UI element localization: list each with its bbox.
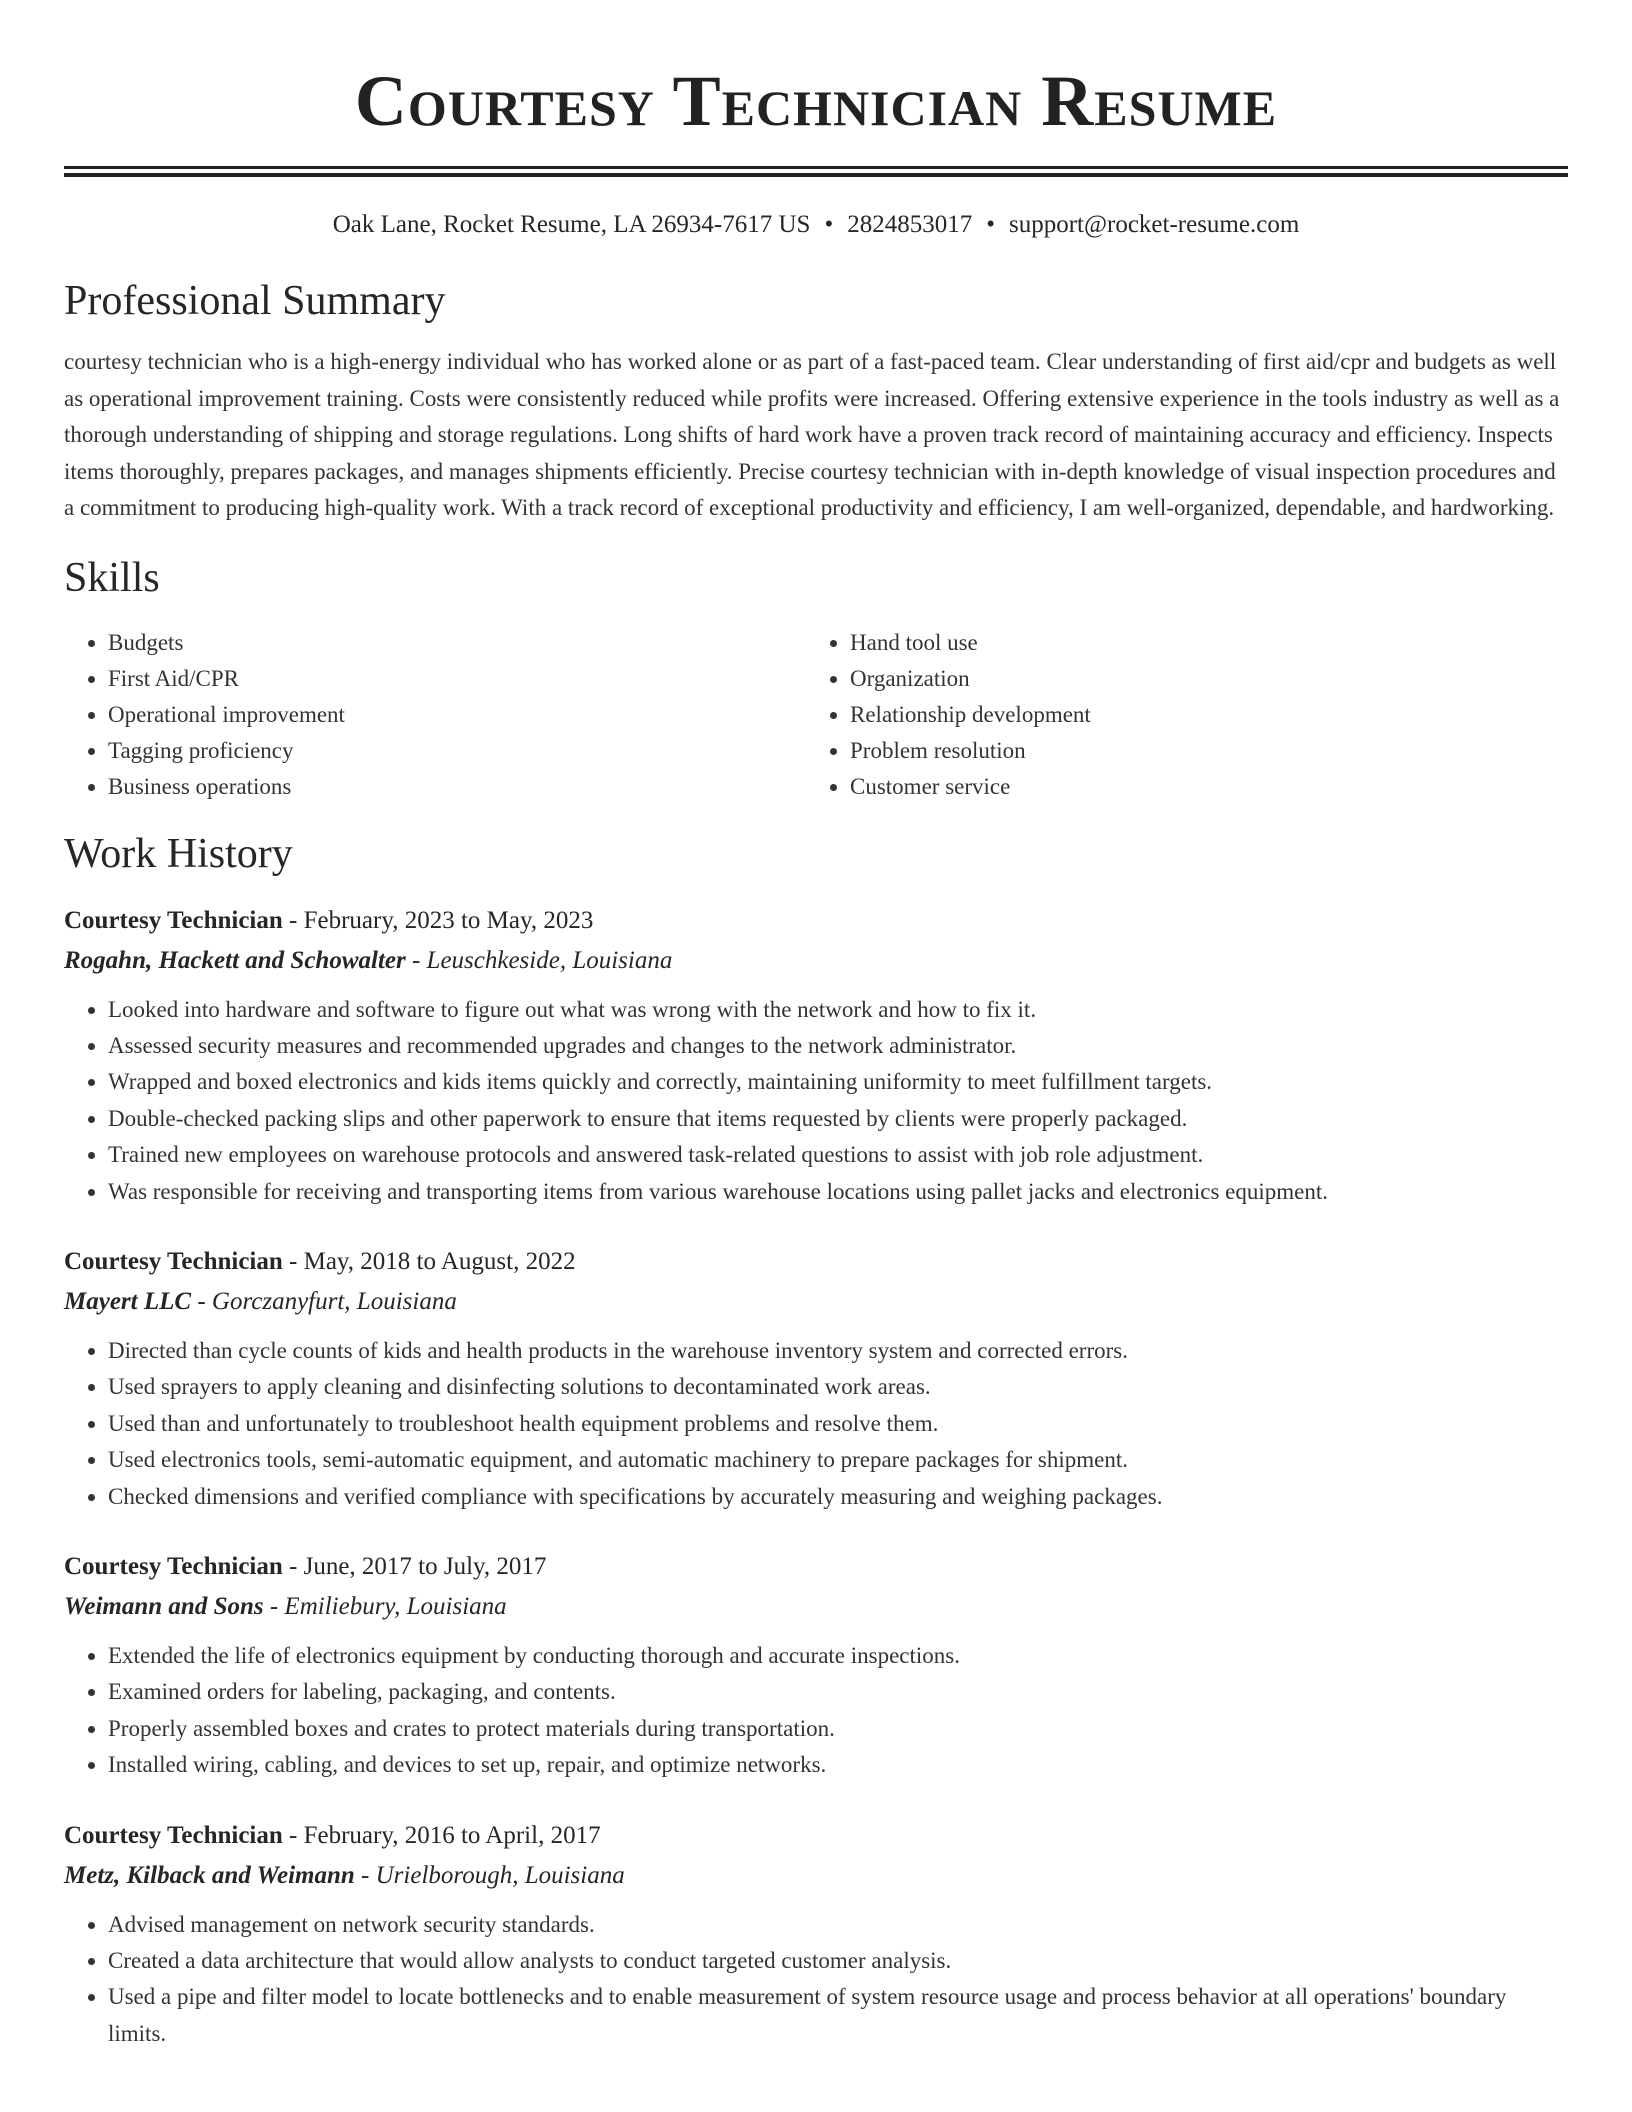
- job-employer-line: [64, 941, 1568, 981]
- job-dates: - February, 2016 to April, 2017: [282, 1821, 601, 1849]
- duty-item: • Properly assembled boxes and crates to protect materials during transportation.: [108, 1711, 1568, 1747]
- work-history-heading: Work History: [64, 830, 293, 877]
- summary-heading: Professional Summary: [64, 278, 446, 324]
- duty-item: • Used sprayers to apply cleaning and disinfecting solutions to decontaminated work areas.: [108, 1369, 1568, 1405]
- job-duties: [64, 992, 1568, 1210]
- job-title-line: [64, 1816, 1568, 1856]
- contact-email: support@rocket-resume.com: [1008, 211, 1300, 238]
- job-title-line: [64, 1547, 1568, 1587]
- duty-item: • Extended the life of electronics equipment by conducting thorough and accurate inspections.: [108, 1638, 1568, 1674]
- duty-item: • Installed wiring, cabling, and devices to set up, repair, and optimize networks.: [108, 1747, 1568, 1783]
- skills-heading: Skills: [64, 554, 160, 601]
- resume-title: Courtesy Technician Resume: [354, 61, 1278, 141]
- skill-item: • Budgets: [108, 625, 806, 661]
- skill-item: • Business operations: [108, 769, 806, 805]
- duty-item: • Used than and unfortunately to troubleshoot health equipment problems and resolve them.: [108, 1406, 1568, 1442]
- job-duties: [64, 1907, 1568, 2053]
- duty-item: • Examined orders for labeling, packaging, and contents.: [108, 1674, 1568, 1710]
- contact-separator: •: [824, 211, 834, 238]
- job-duties: [64, 1638, 1568, 1784]
- job-position: Courtesy Technician: [64, 906, 283, 934]
- contact-line: [64, 210, 1568, 240]
- job-employer-line: [64, 1856, 1568, 1896]
- contact-separator: •: [986, 211, 995, 238]
- job-entry: [64, 1547, 1568, 1784]
- duty-item: • Used a pipe and filter model to locate bottlenecks and to enable measurement of system resource usage and process behavior at all operations' boundary limits.: [108, 1979, 1568, 2052]
- job-title-line: [64, 1242, 1568, 1282]
- job-location: - Urielborough, Louisiana: [354, 1861, 625, 1889]
- job-entry: [64, 901, 1568, 1210]
- duty-item: • Trained new employees on warehouse protocols and answered task-related questions to assist with job role adjustment.: [108, 1137, 1568, 1173]
- skill-item: • Hand tool use: [850, 625, 1568, 661]
- skill-item: • Operational improvement: [108, 697, 806, 733]
- job-location: - Emiliebury, Louisiana: [263, 1592, 507, 1620]
- duty-item: • Looked into hardware and software to figure out what was wrong with the network and how to fix it.: [108, 992, 1568, 1028]
- duty-item: • Checked dimensions and verified compliance with specifications by accurately measuring and weighing packages.: [108, 1479, 1568, 1515]
- job-entry: [64, 1242, 1568, 1515]
- skills-list-left: [64, 625, 806, 805]
- job-dates: - June, 2017 to July, 2017: [282, 1552, 547, 1580]
- job-entry: [64, 1816, 1568, 2053]
- job-employer: Mayert LLC: [64, 1287, 192, 1315]
- job-title-line: [64, 901, 1568, 941]
- duty-item: • Created a data architecture that would allow analysts to conduct targeted customer analysis.: [108, 1943, 1568, 1979]
- skill-item: • Tagging proficiency: [108, 733, 806, 769]
- skills-columns: [64, 625, 1568, 805]
- contact-phone: 2824853017: [847, 211, 973, 238]
- job-employer-line: [64, 1587, 1568, 1627]
- duty-item: • Advised management on network security standards.: [108, 1907, 1568, 1943]
- duty-item: • Wrapped and boxed electronics and kids items quickly and correctly, maintaining uniformity to meet fulfillment targets.: [108, 1064, 1568, 1100]
- job-duties: [64, 1333, 1568, 1515]
- job-location: - Gorczanyfurt, Louisiana: [191, 1287, 457, 1315]
- duty-item: • Used electronics tools, semi-automatic equipment, and automatic machinery to prepare packages for shipment.: [108, 1442, 1568, 1478]
- job-employer: Metz, Kilback and Weimann: [64, 1861, 355, 1889]
- skill-item: • Problem resolution: [850, 733, 1568, 769]
- skill-item: • Customer service: [850, 769, 1568, 805]
- contact-address: Oak Lane, Rocket Resume, LA 26934-7617 US: [332, 211, 811, 238]
- skill-item: • First Aid/CPR: [108, 661, 806, 697]
- job-dates: - May, 2018 to August, 2022: [282, 1247, 576, 1275]
- job-employer-line: [64, 1282, 1568, 1322]
- skill-item: • Organization: [850, 661, 1568, 697]
- duty-item: • Assessed security measures and recommended upgrades and changes to the network administrator.: [108, 1028, 1568, 1064]
- duty-item: • Directed than cycle counts of kids and health products in the warehouse inventory system and corrected errors.: [108, 1333, 1568, 1369]
- job-position: Courtesy Technician: [64, 1552, 283, 1580]
- summary-text: courtesy technician who is a high-energy individual who has worked alone or as part of a fast-paced team. Clear understanding of first aid/cpr and budgets as well as operational improvement training. Costs were consistently reduced while profits were increased. Offering extensive experience in the tools industry as well as a thorough understanding of shipping and storage regulations. Long shifts of hard work have a proven track record of maintaining accuracy and efficiency. Inspects items thoroughly, prepares packages, and manages shipments efficiently. Precise courtesy technician with in-depth knowledge of visual inspection procedures and a commitment to producing high-quality work. With a track record of exceptional productivity and efficiency, I am well-organized, dependable, and hardworking.: [64, 349, 1560, 520]
- job-position: Courtesy Technician: [64, 1247, 283, 1275]
- title-double-rule: [64, 166, 1568, 177]
- duty-item: • Was responsible for receiving and transporting items from various warehouse locations using pallet jacks and electronics equipment.: [108, 1174, 1568, 1210]
- duty-item: • Double-checked packing slips and other paperwork to ensure that items requested by clients were properly packaged.: [108, 1101, 1568, 1137]
- skill-item: • Relationship development: [850, 697, 1568, 733]
- job-employer: Weimann and Sons: [64, 1592, 264, 1620]
- job-location: - Leuschkeside, Louisiana: [405, 946, 673, 974]
- skills-list-right: [806, 625, 1568, 805]
- job-employer: Rogahn, Hackett and Schowalter: [64, 946, 406, 974]
- job-position: Courtesy Technician: [64, 1821, 283, 1849]
- job-dates: - February, 2023 to May, 2023: [282, 906, 594, 934]
